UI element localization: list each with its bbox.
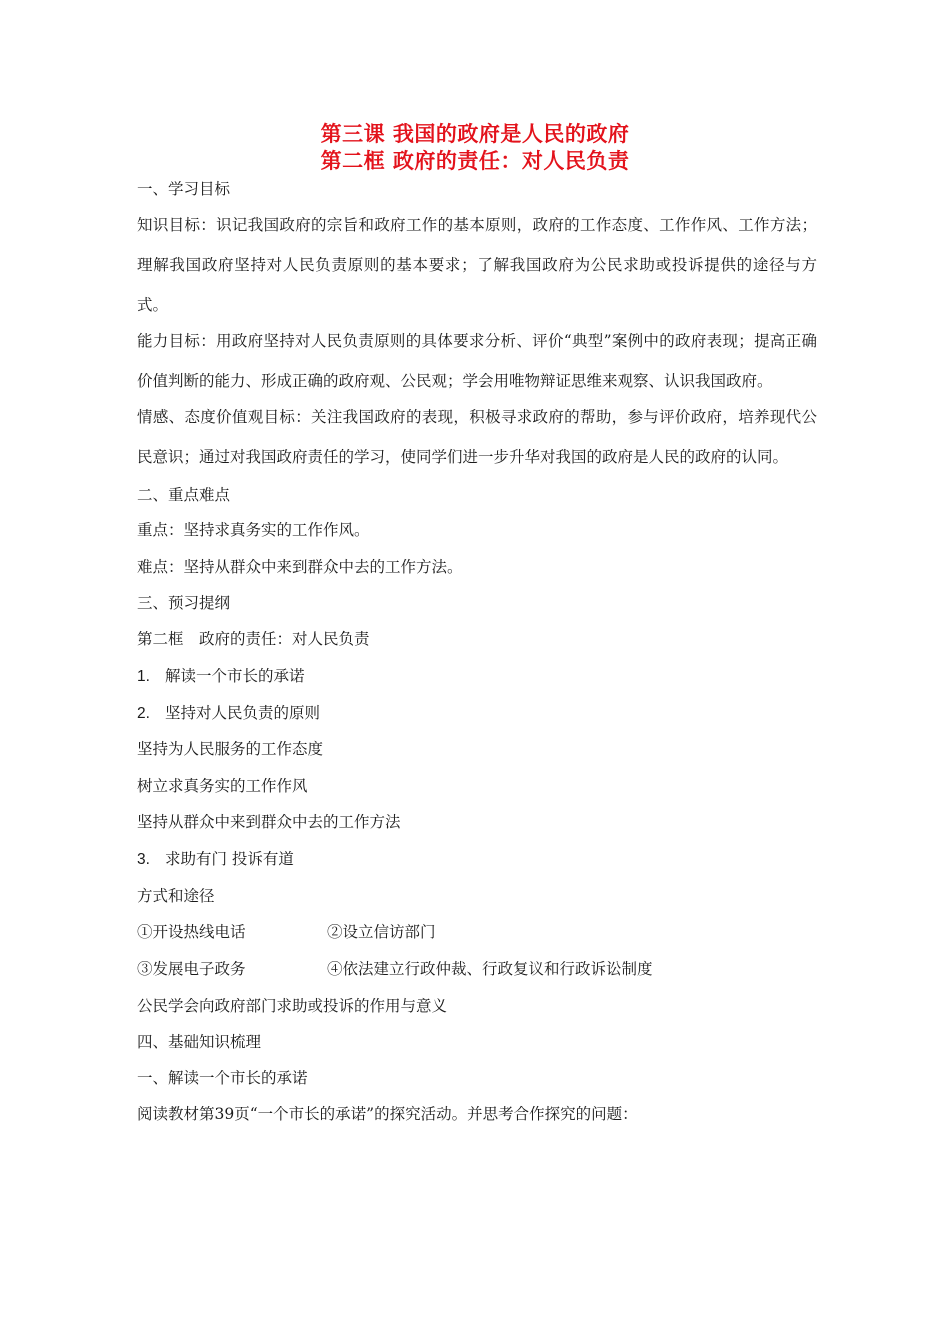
basics-sub-heading: 一、解读一个市长的承诺: [137, 1069, 308, 1087]
difficult-point: 难点：坚持从群众中来到群众中去的工作方法。: [137, 558, 463, 576]
outline-text: 坚持对人民负责的原则: [165, 704, 321, 722]
section-heading-basics: 四、基础知识梳理: [137, 1033, 262, 1051]
meaning-label: 公民学会向政府部门求助或投诉的作用与意义: [137, 997, 448, 1015]
outline-sub-1: 坚持为人民服务的工作态度: [137, 740, 324, 758]
ways-row-1: [137, 914, 817, 950]
section-heading-objectives: 一、学习目标: [137, 180, 231, 198]
lesson-title: 第三课 我国的政府是人民的政府: [320, 121, 630, 146]
outline-number: 1.: [137, 668, 150, 685]
reading-instruction: 阅读教材第39页“一个市长的承诺”的探究活动。并思考合作探究的问题：: [137, 1105, 638, 1123]
outline-item-2: [137, 695, 817, 731]
frame-title: 第二框 政府的责任：对人民负责: [320, 148, 630, 173]
way-petition: ②设立信访部门: [327, 923, 436, 941]
knowledge-objective: 知识目标：识记我国政府的宗旨和政府工作的基本原则，政府的工作态度、工作作风、工作方法；理解我国政府坚持对人民负责原则的基本要求；了解我国政府为公民求助或投诉提供的途径与方式。: [137, 216, 817, 314]
ability-objective: 能力目标：用政府坚持对人民负责原则的具体要求分析、评价“典型”案例中的政府表现；提高正确价值判断的能力、形成正确的政府观、公民观；学会用唯物辩证思维来观察、认识我国政府。: [137, 332, 817, 390]
outline-number: 3.: [137, 851, 150, 868]
emotion-objective: 情感、态度价值观目标：关注我国政府的表现，积极寻求政府的帮助，参与评价政府，培养现代公民意识；通过对我国政府责任的学习，使同学们进一步升华对我国的政府是人民的政府的认同。: [137, 408, 817, 466]
section-heading-preview: 三、预习提纲: [137, 594, 231, 612]
document-body: [137, 173, 817, 1132]
ways-row-2: [137, 950, 817, 988]
outline-item-3: [137, 840, 817, 878]
frame-label: 第二框 政府的责任：对人民负责: [137, 630, 370, 648]
way-administrative-systems: ④依法建立行政仲裁、行政复议和行政诉讼制度: [327, 960, 653, 978]
outline-sub-3: 坚持从群众中来到群众中去的工作方法: [137, 813, 401, 831]
outline-text: 解读一个市长的承诺: [165, 667, 305, 685]
outline-item-1: [137, 657, 817, 695]
section-heading-key-points: 二、重点难点: [137, 486, 231, 504]
way-e-government: ③发展电子政务: [137, 960, 246, 978]
outline-sub-2: 树立求真务实的工作作风: [137, 777, 308, 795]
key-point: 重点：坚持求真务实的工作作风。: [137, 521, 370, 539]
outline-text: 求助有门 投诉有道: [165, 850, 294, 868]
title-block: [0, 120, 950, 174]
outline-number: 2.: [137, 705, 150, 722]
way-hotline: ①开设热线电话: [137, 923, 246, 941]
ways-label: 方式和途径: [137, 887, 215, 905]
